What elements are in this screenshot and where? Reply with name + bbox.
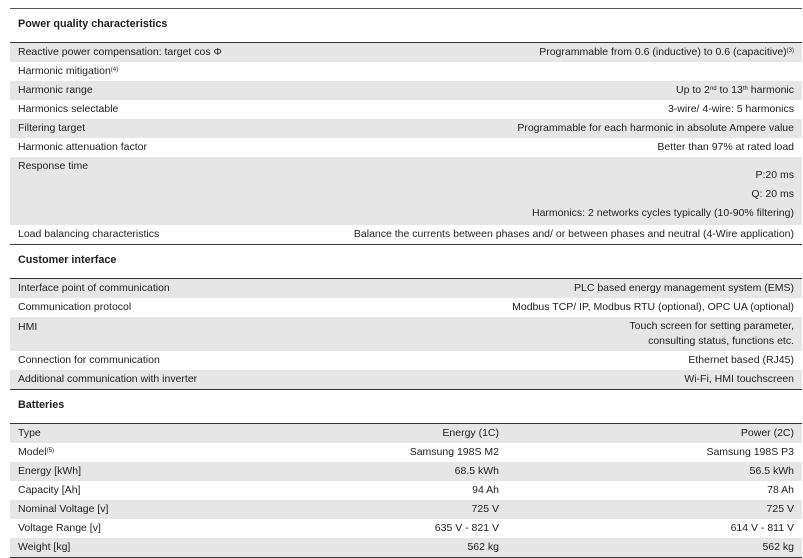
spec-label: Load balancing characteristics: [18, 228, 160, 240]
spec-row-interface-point: [10, 279, 802, 298]
spec-label: Weight [kg]: [18, 541, 71, 553]
spec-label: Reactive power compensation: target cos Φ: [18, 46, 222, 58]
spec-value: Programmable for each harmonic in absolute Ampere value: [517, 122, 794, 134]
spec-row-additional-communication: [10, 370, 802, 389]
spec-label: HMI: [18, 321, 38, 333]
battery-value-power: Power (2C): [740, 427, 794, 439]
battery-row-type: [10, 424, 802, 443]
spec-label: Harmonic attenuation factor: [18, 141, 147, 153]
spec-row-harmonic-range: [10, 81, 802, 100]
battery-value-power: 725 V: [766, 503, 794, 515]
battery-row-voltage-range: [10, 519, 802, 538]
spec-label: Type: [18, 427, 41, 439]
spec-row-harmonic-mitigation: [10, 62, 802, 81]
spec-label: Additional communication with inverter: [18, 373, 198, 385]
spec-value: Up to 2nd to 13th harmonic: [676, 84, 794, 96]
battery-value-power: 78 Ah: [767, 484, 794, 496]
spec-row-attenuation: [10, 138, 802, 157]
battery-value-energy: 68.5 kWh: [454, 465, 499, 477]
spec-value: Wi-Fi, HMI touchscreen: [684, 373, 794, 385]
footnote-ref: (4): [110, 67, 119, 73]
spec-label: Interface point of communication: [18, 282, 170, 294]
spec-row-connection: [10, 351, 802, 370]
battery-row-capacity: [10, 481, 802, 500]
spec-label: Harmonics selectable: [18, 103, 119, 115]
spec-label: Connection for communication: [18, 354, 160, 366]
spec-value: Balance the currents between phases and/ or between phases and neutral (4-Wire application): [353, 228, 794, 240]
spec-label: Model$^{(5)}$: [18, 446, 54, 458]
spec-value: P:20 ms Q: 20 ms Harmonics: 2 networks cycles typically (10-90% filtering): [531, 169, 794, 219]
battery-value-power: 614 V - 811 V: [730, 522, 794, 534]
section-title-batteries: Batteries: [10, 390, 802, 423]
spec-label: Response time: [18, 160, 89, 172]
battery-row-model: [10, 443, 802, 462]
spec-label: Nominal Voltage [v]: [18, 503, 109, 515]
spec-sheet: [10, 0, 802, 558]
battery-value-power: 562 kg: [762, 541, 794, 553]
battery-value-energy: Samsung 198S M2: [409, 446, 499, 458]
spec-label: Communication protocol: [18, 301, 132, 313]
spec-row-load-balancing: [10, 225, 802, 244]
spec-label: Capacity [Ah]: [18, 484, 81, 496]
spec-value: PLC based energy management system (EMS): [573, 282, 794, 294]
battery-value-energy: 562 kg: [467, 541, 499, 553]
battery-row-energy: [10, 462, 802, 481]
spec-value: Better than 97% at rated load: [657, 141, 794, 153]
spec-label: Harmonic range: [18, 84, 93, 96]
battery-row-nominal-voltage: [10, 500, 802, 519]
spec-value: Modbus TCP/ IP, Modbus RTU (optional), OPC UA (optional): [512, 301, 794, 313]
spec-label: Harmonic mitigation$^{(4)}$: [18, 65, 119, 77]
spec-label: Voltage Range [v]: [18, 522, 101, 534]
spec-row-protocol: [10, 298, 802, 317]
battery-value-power: 56.5 kWh: [749, 465, 794, 477]
spec-row-filtering-target: [10, 119, 802, 138]
battery-value-energy: 635 V - 821 V: [434, 522, 499, 534]
footnote-ref: (3): [786, 48, 794, 54]
spec-value: 3-wire/ 4-wire: 5 harmonics: [667, 103, 794, 115]
section-title-customer-interface: Customer interface: [10, 245, 802, 278]
spec-row-response-time: [10, 157, 802, 225]
spec-row-reactive: [10, 43, 802, 62]
battery-value-energy: Energy (1C): [442, 427, 499, 439]
battery-value-energy: 94 Ah: [472, 484, 499, 496]
footnote-ref: (5): [46, 448, 54, 454]
battery-value-power: Samsung 198S P3: [706, 446, 794, 458]
spec-value: Touch screen for setting parameter, consulting status, functions etc.: [629, 320, 794, 347]
spec-label: Filtering target: [18, 122, 86, 134]
battery-value-energy: 725 V: [471, 503, 499, 515]
spec-value: Programmable from 0.6 (inductive) to 0.6 (capacitive)$^{(3)}$: [539, 46, 794, 58]
battery-row-weight: [10, 538, 802, 557]
spec-row-harmonics-selectable: [10, 100, 802, 119]
spec-row-hmi: [10, 317, 802, 351]
section-title-power-quality: Power quality characteristics: [10, 9, 802, 42]
spec-label: Energy [kWh]: [18, 465, 82, 477]
spec-value: Ethernet based (RJ45): [688, 354, 794, 366]
